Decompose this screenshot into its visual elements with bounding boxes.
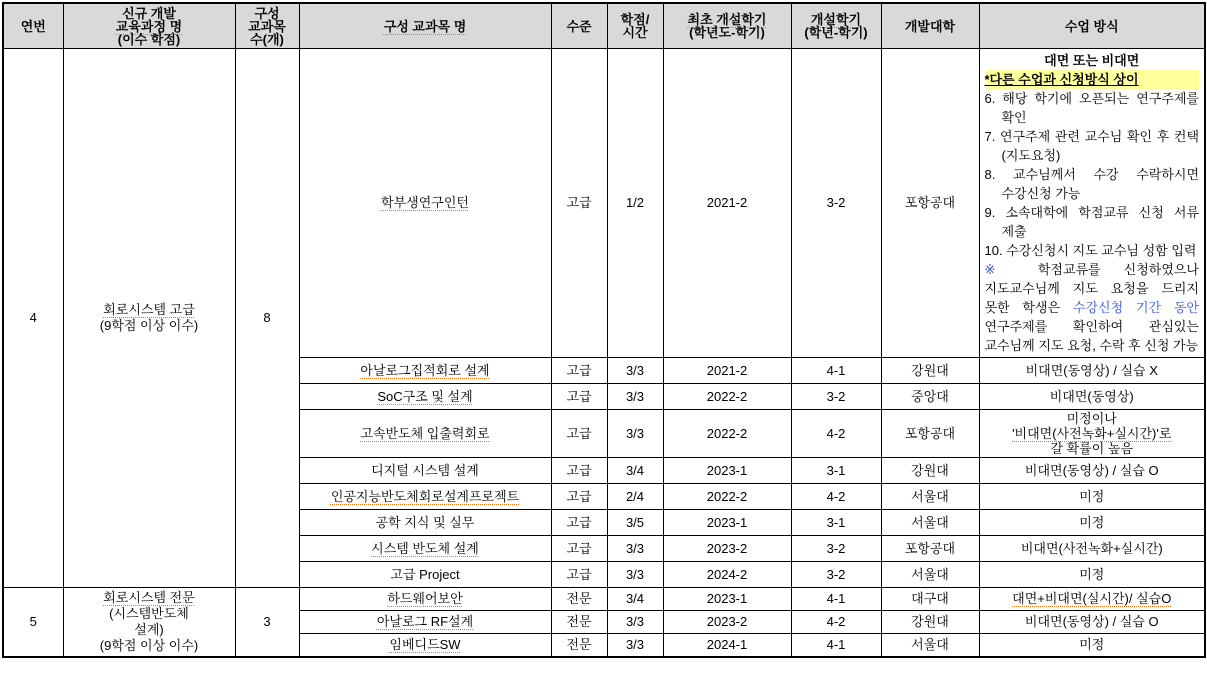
class-method-cell — [979, 634, 1205, 657]
opening-term-cell — [791, 536, 881, 562]
first-opening-term: 2022-2 — [706, 425, 748, 441]
development-university: 서울대 — [911, 514, 949, 530]
development-university-cell — [881, 588, 979, 611]
class-method-line — [982, 614, 1203, 630]
development-university: 강원대 — [911, 362, 949, 378]
opening-term: 3-2 — [826, 388, 846, 404]
header-row — [3, 3, 1205, 49]
credit-hours-cell — [607, 358, 663, 384]
first-opening-term-cell — [663, 458, 791, 484]
class-method-cell — [979, 588, 1205, 611]
method-step: 7. 연구주제 관련 교수님 확인 후 컨택(지도요청) — [984, 129, 1199, 163]
course-name: 고급 Project — [390, 566, 460, 582]
header-line — [666, 26, 789, 39]
class-method-cell — [979, 458, 1205, 484]
opening-term-cell — [791, 510, 881, 536]
development-university: 강원대 — [911, 614, 949, 629]
first-opening-term-cell — [663, 510, 791, 536]
course-name-cell — [299, 588, 551, 611]
row-number: 4 — [29, 310, 37, 325]
credit-hours: 3/4 — [625, 591, 645, 606]
course-name: SoC구조 및 설계 — [377, 388, 473, 404]
first-opening-term: 2024-1 — [706, 636, 748, 652]
course-name: 아날로그집적회로 설계 — [360, 362, 490, 378]
header-line-text: (이수 학점) — [117, 31, 181, 47]
method-step: 10. 수강신청시 지도 교수님 성함 입력 — [984, 243, 1197, 258]
class-method-line-text: 비대면(동영상) / 실습 O — [1024, 462, 1159, 478]
development-university: 강원대 — [911, 462, 949, 478]
row-number-cell — [3, 588, 63, 657]
course-name: 고속반도체 입출력회로 — [360, 425, 490, 441]
opening-term-cell — [791, 384, 881, 410]
course-row — [3, 588, 1205, 611]
opening-term: 4-1 — [826, 636, 846, 652]
level: 고급 — [566, 195, 592, 210]
development-university-cell — [881, 611, 979, 634]
opening-term: 3-2 — [826, 540, 846, 556]
method-note-text: 연구주제를 확인하여 관심있는 교수님께 지도 요청, 수락 후 신청 가능 — [984, 319, 1199, 353]
header-line — [66, 33, 233, 46]
course-count: 8 — [263, 310, 271, 325]
class-method-cell — [979, 358, 1205, 384]
credit-hours-cell — [607, 49, 663, 358]
class-method-line-text: 미정 — [1079, 514, 1105, 530]
development-university-cell — [881, 634, 979, 657]
credit-hours-cell — [607, 536, 663, 562]
first-opening-term-cell — [663, 634, 791, 657]
level-cell — [551, 562, 607, 588]
level-cell — [551, 358, 607, 384]
level-cell — [551, 510, 607, 536]
header-line-text: 수업 방식 — [1064, 18, 1119, 34]
first-opening-term-cell — [663, 562, 791, 588]
first-opening-term: 2023-2 — [706, 614, 748, 629]
header-cell-opening-term — [791, 3, 881, 49]
level: 고급 — [566, 462, 592, 478]
header-line-text: (학년도-학기) — [689, 25, 765, 40]
class-method-line — [982, 441, 1203, 456]
development-university: 중앙대 — [911, 388, 949, 404]
curriculum-line-text: (9학점 이상 이수) — [99, 637, 199, 653]
opening-term-cell — [791, 49, 881, 358]
opening-term: 4-1 — [826, 591, 846, 606]
first-opening-term: 2022-2 — [706, 388, 748, 404]
class-method-line — [982, 637, 1203, 653]
development-university: 포항공대 — [904, 425, 956, 441]
development-university: 대구대 — [911, 591, 949, 606]
header-line — [884, 20, 977, 33]
credit-hours: 1/2 — [625, 195, 645, 210]
opening-term: 4-2 — [826, 425, 846, 441]
class-method-cell — [979, 384, 1205, 410]
header-line-text: 개발대학 — [904, 18, 956, 34]
header-line-text: (학년-학기) — [804, 25, 868, 40]
class-method-cell — [979, 510, 1205, 536]
table-header — [3, 3, 1205, 49]
method-note — [985, 260, 1200, 355]
class-method-line-text: 대면+비대면(실시간)/ 실습O — [1012, 591, 1172, 606]
credit-hours-cell — [607, 634, 663, 657]
course-name-cell — [299, 484, 551, 510]
credit-hours: 3/4 — [625, 462, 645, 478]
course-name: 공학 지식 및 실무 — [375, 514, 475, 530]
first-opening-term-cell — [663, 49, 791, 358]
credit-hours: 3/3 — [625, 566, 645, 582]
course-name-cell — [299, 458, 551, 484]
class-method-line-text: 비대면(동영상) — [1049, 388, 1134, 404]
level-cell — [551, 49, 607, 358]
header-cell-credit-hours — [607, 3, 663, 49]
opening-term-cell — [791, 458, 881, 484]
opening-term: 3-1 — [826, 462, 846, 478]
level-cell — [551, 536, 607, 562]
development-university-cell — [881, 49, 979, 358]
course-name: 임베디드SW — [389, 636, 461, 652]
curriculum-line-text: 설계) — [134, 621, 164, 637]
level: 고급 — [566, 362, 592, 378]
header-line-text: 시간 — [622, 25, 648, 40]
class-method-line — [982, 515, 1203, 531]
course-name-cell — [299, 384, 551, 410]
class-method-line-text: 갈 확률이 높음 — [1050, 441, 1134, 456]
first-opening-term: 2022-2 — [706, 488, 748, 504]
development-university-cell — [881, 562, 979, 588]
credit-hours-cell — [607, 562, 663, 588]
method-step: 8. 교수님께서 수강 수락하시면 수강신청 가능 — [984, 167, 1199, 201]
credit-hours-cell — [607, 588, 663, 611]
credit-hours: 3/3 — [625, 540, 645, 556]
header-cell-university — [881, 3, 979, 49]
level: 고급 — [566, 540, 592, 556]
course-name-cell — [299, 611, 551, 634]
level: 고급 — [566, 514, 592, 530]
opening-term-cell — [791, 634, 881, 657]
development-university-cell — [881, 410, 979, 458]
header-line-text: 수(개) — [250, 31, 284, 47]
development-university-cell — [881, 358, 979, 384]
course-count: 3 — [263, 613, 271, 629]
header-line-text: 수준 — [566, 18, 592, 34]
credit-hours-cell — [607, 611, 663, 634]
opening-term: 4-2 — [826, 488, 846, 504]
class-method-line-text: 미정 — [1079, 636, 1105, 652]
opening-term: 3-1 — [826, 514, 846, 530]
level-cell — [551, 611, 607, 634]
method-highlight: *다른 수업과 신청방식 상이 — [985, 70, 1200, 89]
course-name: 아날로그 RF설계 — [376, 614, 474, 629]
class-method-line-text: 미정 — [1079, 488, 1105, 504]
class-method-rich — [985, 51, 1200, 355]
first-opening-term-cell — [663, 484, 791, 510]
method-step: 9. 소속대학에 학점교류 신청 서류 제출 — [984, 205, 1199, 239]
first-opening-term-cell — [663, 536, 791, 562]
class-method-line — [982, 389, 1203, 405]
curriculum-line — [66, 606, 233, 622]
credit-hours-cell — [607, 458, 663, 484]
level: 전문 — [566, 614, 592, 629]
curriculum-line — [66, 590, 233, 606]
course-table — [2, 2, 1206, 658]
course-name-cell — [299, 410, 551, 458]
first-opening-term: 2023-1 — [706, 514, 748, 530]
opening-term-cell — [791, 358, 881, 384]
class-method-line-text: 비대면(동영상) / 실습 X — [1025, 362, 1158, 378]
curriculum-line — [66, 318, 233, 334]
class-method-line — [982, 411, 1203, 426]
class-method-cell — [979, 49, 1205, 358]
development-university-cell — [881, 484, 979, 510]
course-count-cell — [235, 588, 299, 657]
level-cell — [551, 458, 607, 484]
class-method-line — [982, 426, 1203, 441]
first-opening-term: 2024-2 — [706, 566, 748, 582]
level: 전문 — [566, 636, 592, 652]
header-line-text: 최초 개설학기 — [687, 12, 767, 27]
method-step: 6. 해당 학기에 오픈되는 연구주제를 확인 — [984, 91, 1199, 125]
course-name-cell — [299, 536, 551, 562]
first-opening-term-cell — [663, 611, 791, 634]
level: 고급 — [566, 488, 592, 504]
method-note-blue-text: 수강신청 기간 동안 — [1072, 300, 1199, 315]
curriculum-line — [66, 302, 233, 318]
method-highlight-line — [985, 70, 1200, 89]
course-name-cell — [299, 358, 551, 384]
row-number: 5 — [29, 613, 37, 629]
row-number-cell — [3, 49, 63, 588]
header-cell-level — [551, 3, 607, 49]
development-university-cell — [881, 536, 979, 562]
curriculum-line-text: (시스템반도체 — [109, 605, 189, 621]
class-method-line-text: '비대면(사전녹화+실시간)'로 — [1012, 426, 1172, 441]
opening-term: 3-2 — [826, 195, 846, 210]
class-method-cell — [979, 484, 1205, 510]
opening-term-cell — [791, 410, 881, 458]
class-method-cell — [979, 410, 1205, 458]
method-note-text: 학점교류를 신청하였으나 지도교수님께 지도 요청을 드리지 못한 학생은 — [984, 262, 1199, 315]
first-opening-term-cell — [663, 384, 791, 410]
header-line — [238, 33, 297, 46]
course-name: 디지털 시스템 설계 — [371, 462, 479, 478]
header-cell-course-count — [235, 3, 299, 49]
header-cell-class-method — [979, 3, 1205, 49]
level-cell — [551, 410, 607, 458]
class-method-line — [982, 567, 1203, 583]
header-line — [794, 26, 879, 39]
opening-term: 4-2 — [826, 614, 846, 629]
header-line-text: 구성 교과목 명 — [383, 18, 467, 34]
header-line-text: 개설학기 — [810, 12, 862, 27]
level-cell — [551, 484, 607, 510]
credit-hours-cell — [607, 384, 663, 410]
header-line-text: 구성 — [254, 5, 280, 21]
opening-term-cell — [791, 484, 881, 510]
level: 전문 — [566, 591, 592, 606]
opening-term-cell — [791, 588, 881, 611]
credit-hours: 3/3 — [625, 614, 645, 629]
class-method-line — [982, 489, 1203, 505]
first-opening-term: 2023-1 — [706, 591, 748, 606]
credit-hours: 3/5 — [625, 514, 645, 530]
header-line-text: 신규 개발 — [122, 5, 176, 21]
first-opening-term: 2021-2 — [706, 362, 748, 378]
class-method-line — [982, 591, 1203, 607]
credit-hours-cell — [607, 510, 663, 536]
header-cell-no — [3, 3, 63, 49]
development-university: 포항공대 — [904, 540, 956, 556]
course-count-cell — [235, 49, 299, 588]
course-name: 학부생연구인턴 — [381, 195, 469, 210]
header-line — [554, 20, 605, 33]
course-name-cell — [299, 510, 551, 536]
class-method-line — [982, 363, 1203, 379]
credit-hours: 2/4 — [625, 488, 645, 504]
class-method-cell — [979, 562, 1205, 588]
first-opening-term-cell — [663, 358, 791, 384]
credit-hours: 3/3 — [625, 362, 645, 378]
development-university-cell — [881, 510, 979, 536]
header-line-text: 교육과정 명 — [115, 18, 183, 34]
opening-term: 4-1 — [826, 362, 846, 378]
header-cell-first-opening-term — [663, 3, 791, 49]
header-line — [6, 20, 61, 33]
first-opening-term: 2021-2 — [706, 195, 748, 210]
header-line-text: 교과목 — [248, 18, 286, 34]
class-method-line — [982, 541, 1203, 557]
course-name-cell — [299, 634, 551, 657]
header-line — [982, 20, 1203, 33]
curriculum-line-text: 회로시스템 전문 — [103, 589, 195, 605]
first-opening-term-cell — [663, 588, 791, 611]
class-method-line-text: 미정 — [1079, 566, 1105, 582]
first-opening-term: 2023-1 — [706, 462, 748, 478]
method-title: 대면 또는 비대면 — [1044, 53, 1140, 68]
course-row — [3, 49, 1205, 358]
curriculum-line — [66, 622, 233, 638]
header-cell-course-name — [299, 3, 551, 49]
curriculum-line-text: (9학점 이상 이수) — [99, 318, 199, 333]
credit-hours-cell — [607, 484, 663, 510]
development-university-cell — [881, 458, 979, 484]
credit-hours: 3/3 — [625, 636, 645, 652]
credit-hours: 3/3 — [625, 425, 645, 441]
first-opening-term-cell — [663, 410, 791, 458]
header-cell-curriculum — [63, 3, 235, 49]
first-opening-term: 2023-2 — [706, 540, 748, 556]
curriculum-line-text: 회로시스템 고급 — [103, 302, 195, 317]
level: 고급 — [566, 566, 592, 582]
course-name-cell — [299, 49, 551, 358]
class-method-line-text: 비대면(동영상) / 실습 O — [1024, 614, 1159, 629]
level-cell — [551, 588, 607, 611]
table-body — [3, 49, 1205, 657]
course-name: 시스템 반도체 설계 — [371, 540, 479, 556]
development-university: 서울대 — [911, 636, 949, 652]
class-method-line-text: 미정이나 — [1066, 411, 1117, 426]
development-university: 서울대 — [911, 566, 949, 582]
course-name: 인공지능반도체회로설계프로젝트 — [330, 488, 520, 504]
development-university-cell — [881, 384, 979, 410]
course-name-cell — [299, 562, 551, 588]
development-university: 포항공대 — [904, 195, 956, 210]
header-line — [610, 26, 661, 39]
method-note-blue-text: ※ — [984, 262, 1038, 277]
curriculum-name-cell — [63, 588, 235, 657]
credit-hours-cell — [607, 410, 663, 458]
opening-term-cell — [791, 611, 881, 634]
credit-hours: 3/3 — [625, 388, 645, 404]
level: 고급 — [566, 388, 592, 404]
class-method-line — [982, 463, 1203, 479]
development-university: 서울대 — [911, 488, 949, 504]
level: 고급 — [566, 425, 592, 441]
level-cell — [551, 634, 607, 657]
header-line-text: 연번 — [20, 18, 46, 34]
curriculum-line — [66, 638, 233, 654]
class-method-cell — [979, 536, 1205, 562]
opening-term: 3-2 — [826, 566, 846, 582]
curriculum-name-cell — [63, 49, 235, 588]
class-method-cell — [979, 611, 1205, 634]
opening-term-cell — [791, 562, 881, 588]
course-name: 하드웨어보안 — [387, 591, 463, 606]
header-line-text: 학점/ — [620, 12, 650, 27]
level-cell — [551, 384, 607, 410]
class-method-line-text: 비대면(사전녹화+실시간) — [1020, 540, 1163, 556]
header-line — [302, 20, 549, 33]
